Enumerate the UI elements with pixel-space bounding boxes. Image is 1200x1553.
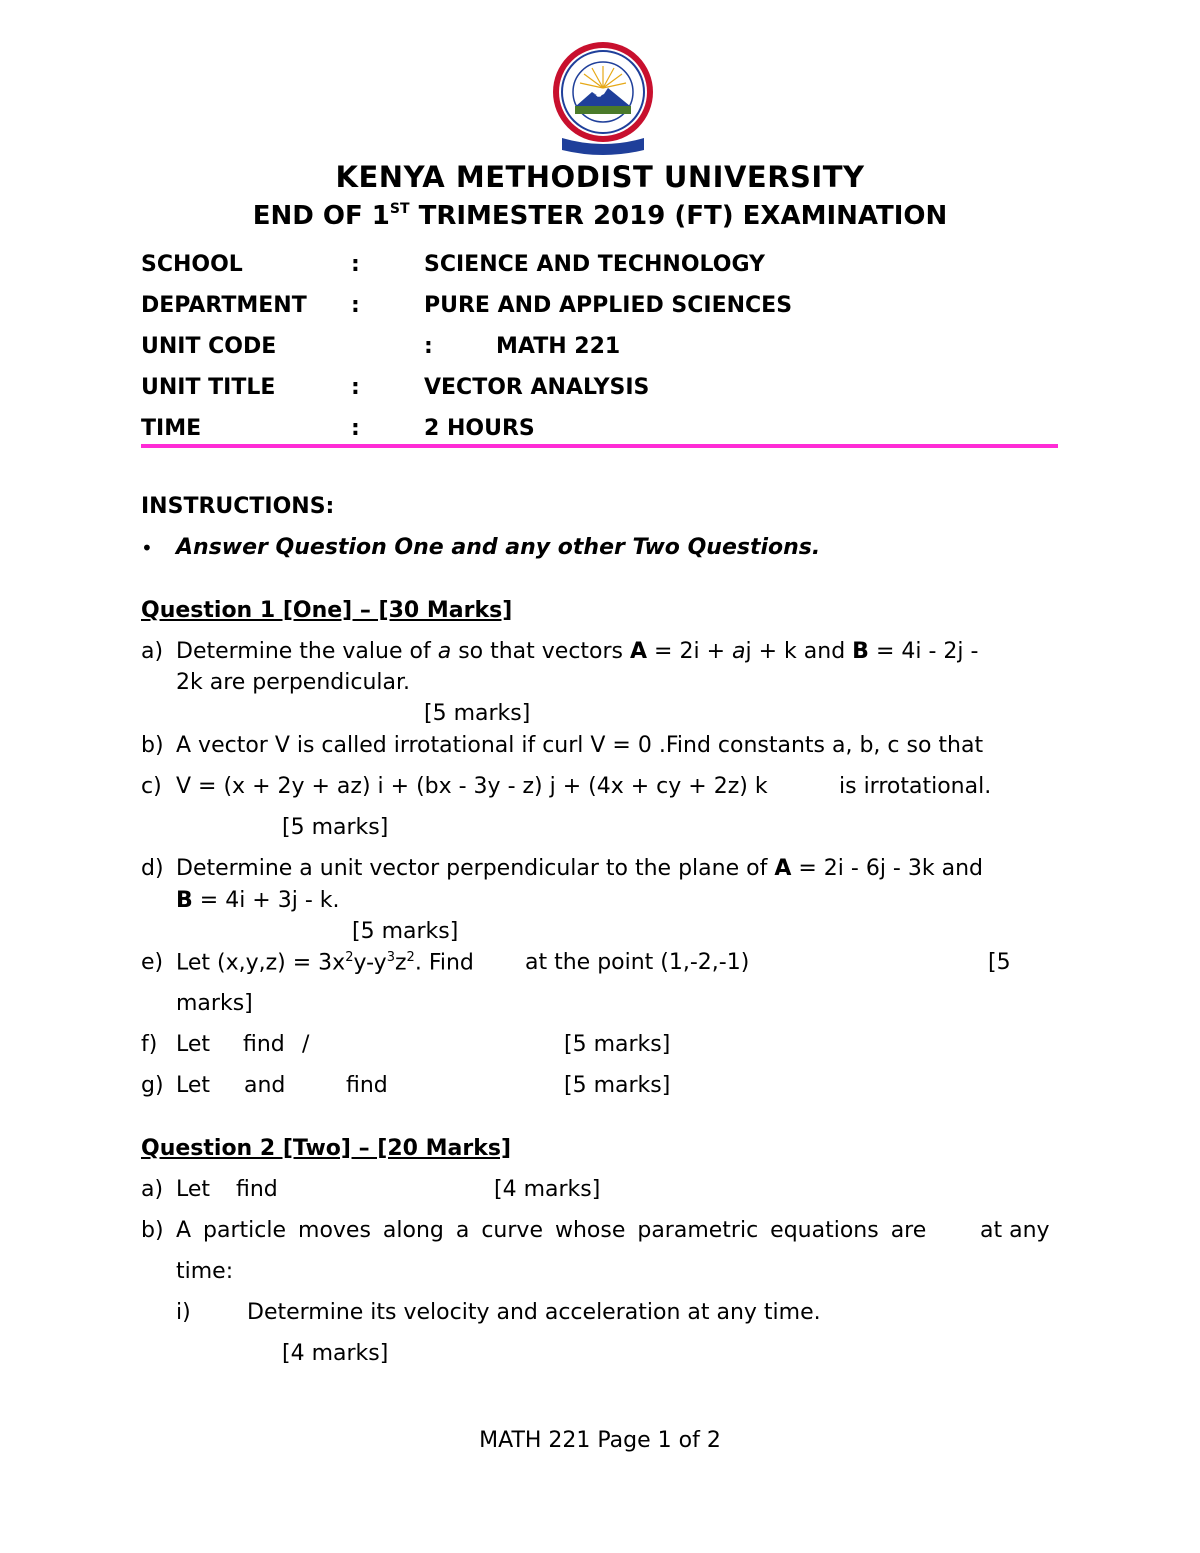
meta-school-colon: :	[351, 252, 360, 277]
q1-f-let: Let	[176, 1032, 211, 1057]
q1-c-text: V = (x + 2y + az) i + (bx - 3y - z) j + (4x + cy + 2z) k	[176, 774, 768, 799]
q2-b-label: b)	[141, 1218, 164, 1243]
q2-a-find: find	[236, 1177, 278, 1202]
q1-b-text: A vector V is called irrotational if curl V = 0 .Find constants a, b, c so that	[176, 733, 984, 758]
meta-unit-code-colon: :	[424, 334, 433, 359]
q1-e-label: e)	[141, 950, 164, 975]
q1-f-marks: [5 marks]	[564, 1032, 671, 1057]
q1-d-label: d)	[141, 856, 164, 881]
q1-e-marks-2: marks]	[176, 991, 253, 1016]
q1-e-text: Let $(x,y,z) = 3x^2y-y^3z^2$. Find	[176, 950, 474, 976]
meta-unit-code-label: UNIT CODE	[141, 334, 277, 359]
meta-time-value: 2 HOURS	[424, 416, 535, 441]
q1-g-marks: [5 marks]	[564, 1073, 671, 1098]
q1-a-line2: 2k are perpendicular.	[176, 670, 411, 695]
q1-f-slash: /	[302, 1032, 310, 1057]
page-footer: MATH 221 Page 1 of 2	[479, 1428, 721, 1453]
q1-c-tail: is irrotational.	[839, 774, 992, 799]
q2-a-let: Let	[176, 1177, 211, 1202]
instructions-heading: INSTRUCTIONS:	[141, 494, 335, 519]
q1-c-marks: [5 marks]	[282, 815, 389, 840]
university-logo	[548, 40, 658, 160]
exam-title-sup: ST	[389, 201, 410, 217]
q1-heading: Question 1 [One] – [30 Marks]	[141, 598, 513, 623]
q1-d-line2: B = 4i + 3j - k.	[176, 888, 340, 913]
meta-department-label: DEPARTMENT	[141, 293, 307, 318]
q2-i-label: i)	[176, 1300, 191, 1325]
q1-e-marks-1: [5	[988, 950, 1011, 975]
meta-department-colon: :	[351, 293, 360, 318]
q1-g-label: g)	[141, 1073, 164, 1098]
q2-b-text: A particle moves along a curve whose parametric equations are	[176, 1218, 927, 1243]
meta-unit-code-value: MATH 221	[496, 334, 621, 359]
meta-department-value: PURE AND APPLIED SCIENCES	[424, 293, 793, 318]
q1-a-marks: [5 marks]	[424, 701, 531, 726]
q1-g-and: and	[244, 1073, 286, 1098]
q2-b-line2: time:	[176, 1259, 234, 1284]
q1-d-marks: [5 marks]	[352, 919, 459, 944]
university-name: KENYA METHODIST UNIVERSITY	[335, 160, 865, 194]
q1-c-label: c)	[141, 774, 162, 799]
q2-a-marks: [4 marks]	[494, 1177, 601, 1202]
meta-school-label: SCHOOL	[141, 252, 243, 277]
exam-title	[0, 201, 1200, 231]
meta-unit-title-colon: :	[351, 375, 360, 400]
q2-b-tail: at any	[980, 1218, 1050, 1243]
q1-g-let: Let	[176, 1073, 211, 1098]
q1-a-label: a)	[141, 639, 164, 664]
header-divider	[141, 444, 1058, 448]
q2-i-text: Determine its velocity and acceleration at any time.	[247, 1300, 821, 1325]
q1-a-line1: Determine the value of a so that vectors A = 2i + aj + k and B = 4i - 2j -	[176, 639, 979, 664]
q1-f-label: f)	[141, 1032, 158, 1057]
q1-g-find: find	[346, 1073, 388, 1098]
meta-time-colon: :	[351, 416, 360, 441]
exam-title-suffix: TRIMESTER 2019 (FT) EXAMINATION	[409, 201, 948, 231]
q2-a-label: a)	[141, 1177, 164, 1202]
q2-i-marks: [4 marks]	[282, 1341, 389, 1366]
meta-unit-title-value: VECTOR ANALYSIS	[424, 375, 650, 400]
meta-time-label: TIME	[141, 416, 202, 441]
q1-d-line1: Determine a unit vector perpendicular to the plane of A = 2i - 6j - 3k and	[176, 856, 983, 881]
q1-b-label: b)	[141, 733, 164, 758]
meta-school-value: SCIENCE AND TECHNOLOGY	[424, 252, 765, 277]
meta-unit-title-label: UNIT TITLE	[141, 375, 276, 400]
q1-e-tail: at the point (1,-2,-1)	[525, 950, 750, 975]
instructions-text: Answer Question One and any other Two Questions.	[176, 535, 821, 560]
bullet-icon: •	[141, 536, 153, 560]
q2-heading: Question 2 [Two] – [20 Marks]	[141, 1136, 511, 1161]
exam-title-prefix: END OF 1	[252, 201, 390, 231]
q1-f-find: find	[243, 1032, 285, 1057]
